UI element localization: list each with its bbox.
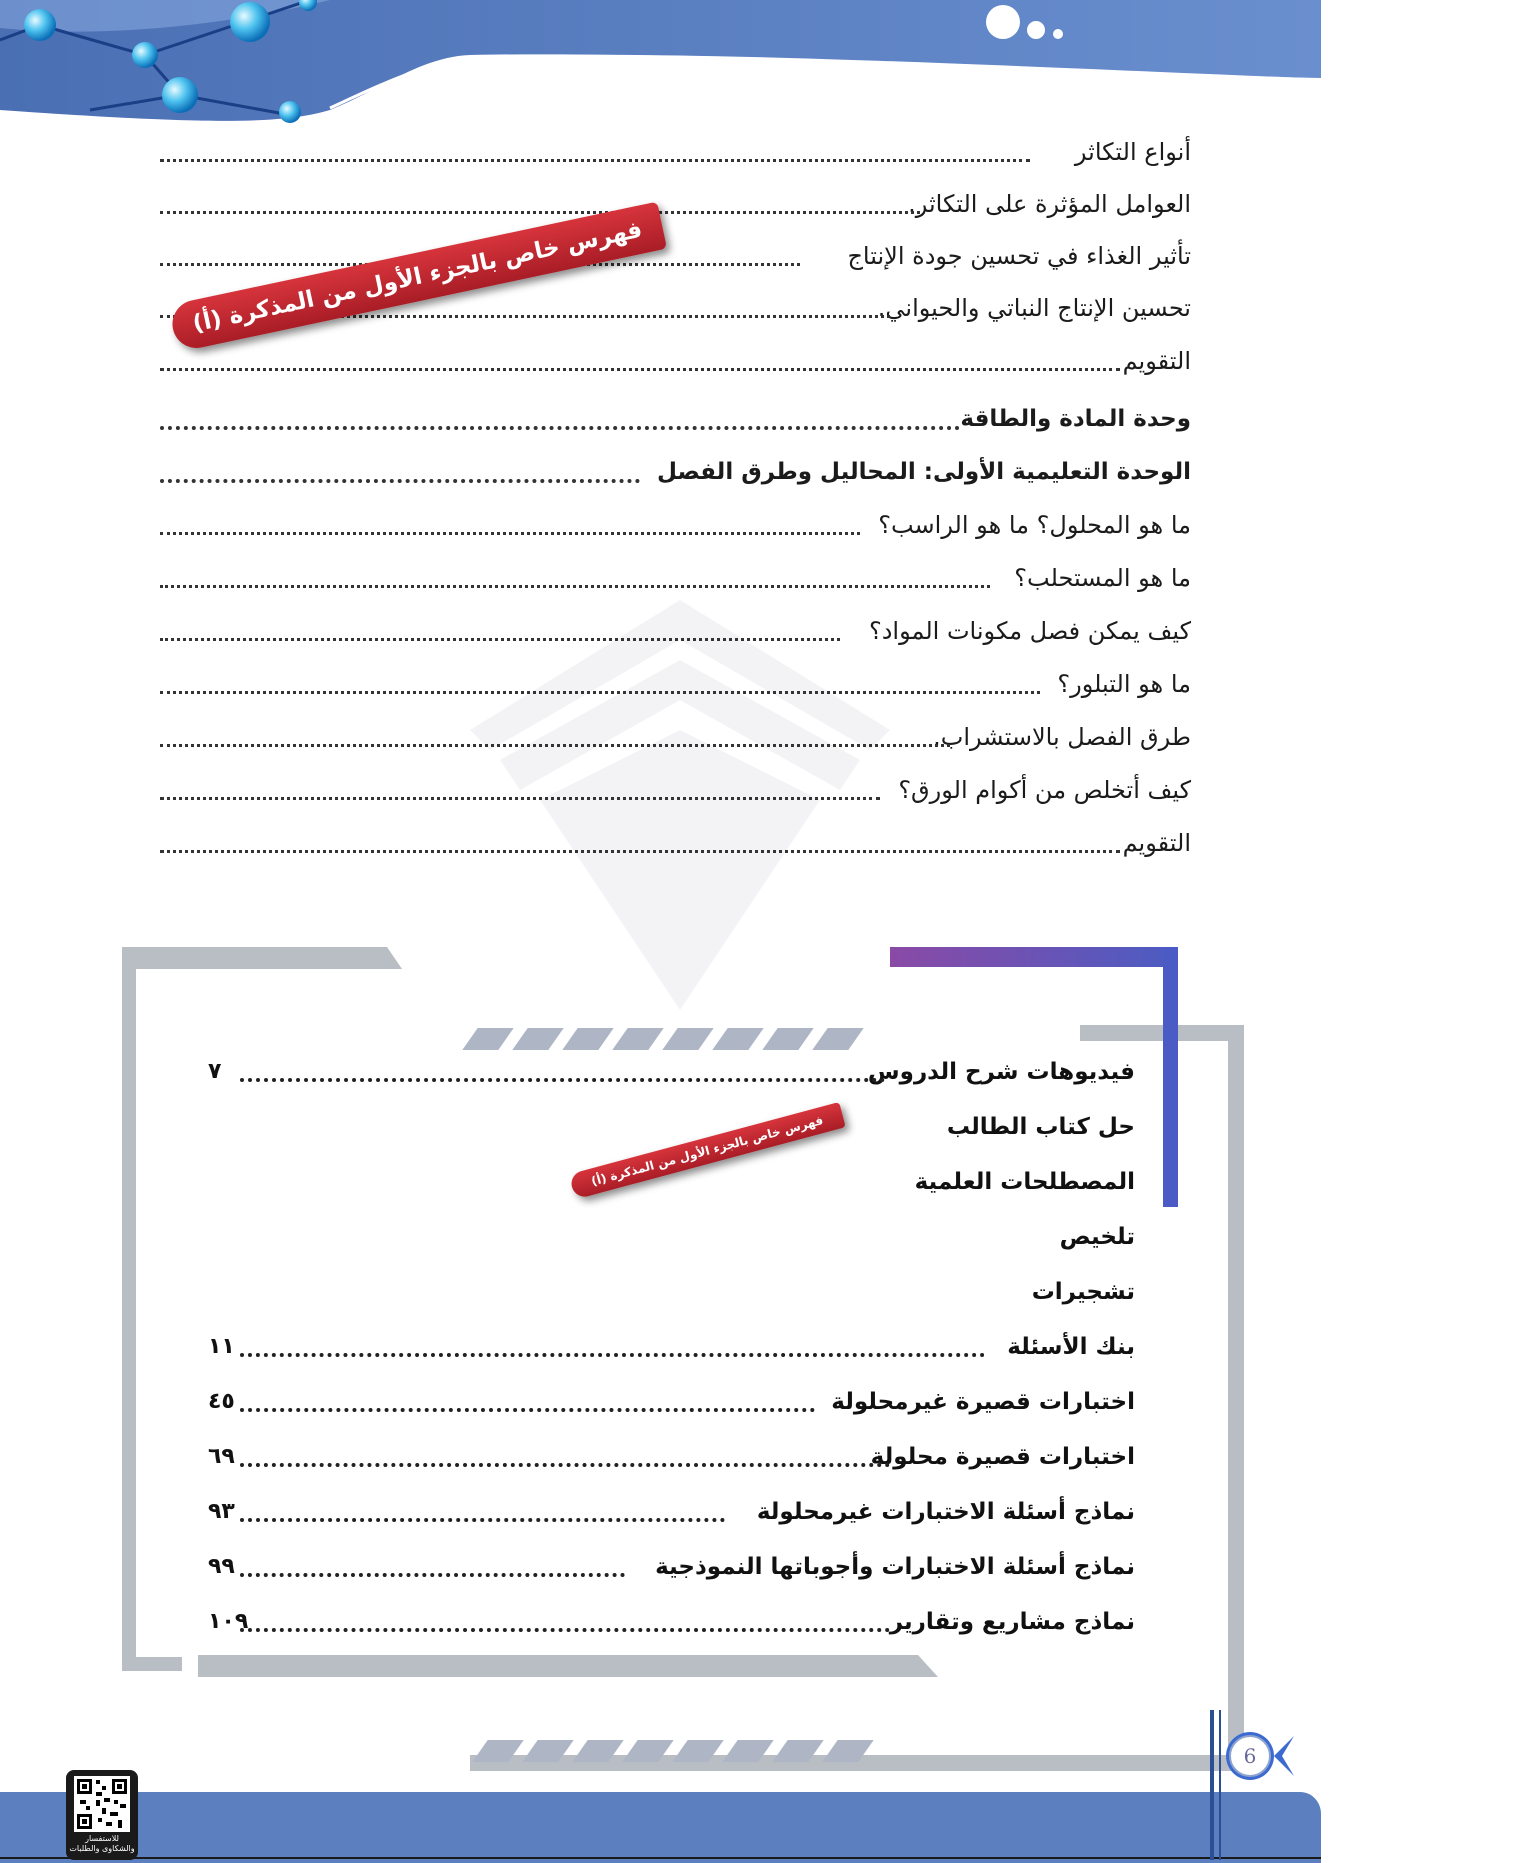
page-number-rule: [1219, 1710, 1221, 1860]
toc-entry: ما هو المحلول؟ ما هو الراسب؟: [878, 511, 1191, 539]
accent-bar-right: [1163, 947, 1178, 1207]
toc-entry: كيف يمكن فصل مكونات المواد؟: [868, 617, 1191, 645]
dot-leader: [240, 1463, 890, 1467]
toc2-page-number: ١١: [208, 1334, 235, 1359]
footer-band: [0, 1782, 1321, 1863]
toc-entry: التقويم: [1122, 347, 1191, 375]
toc-entry: أنواع التكاثر: [1074, 138, 1191, 166]
toc-entry: كيف أتخلص من أكوام الورق؟: [898, 776, 1191, 804]
toc2-entry: فيديوهات شرح الدروس: [867, 1059, 1135, 1085]
dot-leader: [240, 1573, 625, 1577]
qr-code-icon: [74, 1776, 130, 1832]
toc2-entry: بنك الأسئلة: [1007, 1334, 1135, 1360]
page-number: 6: [1243, 1744, 1257, 1768]
toc2-page-number: ٩٩: [208, 1554, 235, 1579]
toc-entry: ما هو التبلور؟: [1057, 670, 1191, 698]
toc2-page-number: ٦٩: [208, 1444, 235, 1469]
dot-leader: [240, 1078, 885, 1082]
toc-entry: طرق الفصل بالاستشراب.: [933, 723, 1191, 751]
dot-leader: [160, 368, 1120, 371]
dot-leader: [160, 211, 920, 214]
dot-leader: [160, 850, 1120, 853]
toc-entry: العوامل المؤثرة على التكاثر.: [908, 190, 1191, 218]
toc2-entry: تلخيص: [1059, 1224, 1135, 1250]
dot-leader: [160, 638, 840, 641]
dot-leader: [160, 797, 880, 800]
toc2-entry: اختبارات قصيرة محلولة: [870, 1444, 1135, 1470]
toc2-entry: نماذج أسئلة الاختبارات غيرمحلولة: [756, 1499, 1135, 1525]
toc2-entry: نماذج أسئلة الاختبارات وأجوباتها النموذجية: [655, 1554, 1135, 1580]
dot-leader: [160, 479, 640, 483]
frame-right: [1228, 1025, 1244, 1770]
dot-leader: [160, 426, 960, 430]
toc-entry: التقويم: [1122, 829, 1191, 857]
frame-left: [122, 947, 136, 1667]
toc2-page-number: ١٠٩: [208, 1609, 249, 1634]
dot-leader: [240, 1353, 985, 1357]
toc2-page-number: ٤٥: [208, 1389, 235, 1414]
toc2-page-number: ٧: [208, 1059, 222, 1084]
toc-entry: تحسين الإنتاج النباتي والحيواني.: [877, 294, 1191, 322]
dot-leader: [160, 691, 1040, 694]
toc2-entry: حل كتاب الطالب: [946, 1114, 1135, 1140]
dot-leader: [160, 159, 1030, 162]
toc-entry-heading: الوحدة التعليمية الأولى: المحاليل وطرق الفصل: [656, 459, 1191, 485]
toc2-page-number: ٩٣: [208, 1499, 235, 1524]
toc2-entry: المصطلحات العلمية: [914, 1169, 1135, 1195]
qr-caption: للاستفسار والشكاوى والطلبات: [69, 1834, 135, 1853]
dot-leader: [160, 532, 860, 535]
dot-leader: [160, 744, 950, 747]
dot-leader: [240, 1518, 725, 1522]
frame-bottom-left: [122, 1657, 182, 1671]
page-number-rule: [1210, 1710, 1214, 1860]
watermark-logo: [440, 600, 920, 1020]
frame-bottom: [198, 1655, 938, 1677]
index-ribbon-large: فهرس خاص بالجزء الأول من المذكرة (أ): [168, 202, 667, 353]
frame-top-left: [122, 947, 402, 969]
toc-entry: ما هو المستحلب؟: [1014, 564, 1191, 592]
toc-entry-heading: وحدة المادة والطاقة: [960, 406, 1191, 432]
index-ribbon-small: فهرس خاص بالجزء الأول من المذكرة (أ): [569, 1102, 846, 1200]
dot-leader: [160, 585, 990, 588]
dot-leader: [240, 1408, 815, 1412]
toc2-entry: اختبارات قصيرة غيرمحلولة: [831, 1389, 1135, 1415]
toc2-entry: نماذج مشاريع وتقارير: [889, 1609, 1135, 1635]
accent-bar-top: [890, 947, 1175, 967]
frame-top-right: [1080, 1025, 1244, 1041]
dot-leader: [240, 1628, 890, 1632]
toc2-entry: تشجيرات: [1031, 1279, 1135, 1305]
header-molecule-band: [0, 0, 1321, 124]
toc-entry: تأثير الغذاء في تحسين جودة الإنتاج: [847, 242, 1191, 270]
qr-code-box[interactable]: [66, 1770, 138, 1860]
